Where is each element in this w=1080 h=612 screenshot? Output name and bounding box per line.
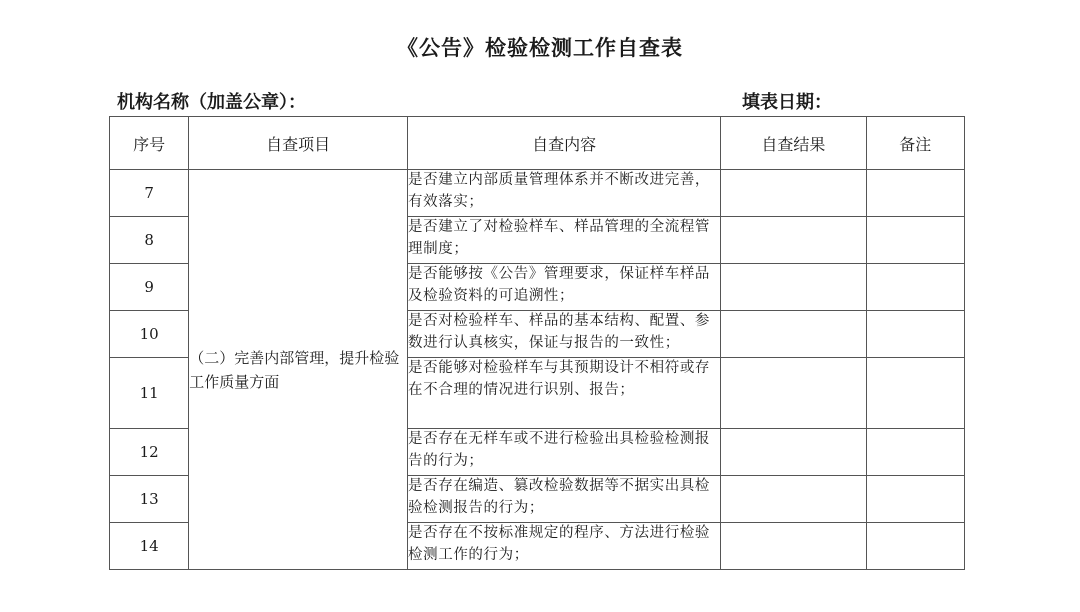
- row-number: 11: [110, 358, 189, 429]
- row-number: 14: [110, 523, 189, 570]
- result-cell[interactable]: [721, 217, 867, 264]
- header-item: 自查项目: [189, 117, 408, 170]
- fill-date-label: 填表日期：: [742, 92, 832, 113]
- result-cell[interactable]: [721, 264, 867, 311]
- remark-cell[interactable]: [866, 170, 964, 217]
- check-content: 是否对检验样车、样品的基本结构、配置、参数进行认真核实，保证与报告的一致性；: [408, 311, 721, 358]
- check-category: （二）完善内部管理，提升检验工作质量方面: [189, 170, 408, 570]
- result-cell[interactable]: [721, 429, 867, 476]
- remark-cell[interactable]: [866, 429, 964, 476]
- self-check-table: [109, 116, 965, 570]
- row-number: 8: [110, 217, 189, 264]
- check-content: 是否存在无样车或不进行检验出具检验检测报告的行为；: [408, 429, 721, 476]
- result-cell[interactable]: [721, 476, 867, 523]
- check-content: 是否建立了对检验样车、样品管理的全流程管理制度；: [408, 217, 721, 264]
- header-no: 序号: [110, 117, 189, 170]
- row-number: 12: [110, 429, 189, 476]
- header-result: 自查结果: [721, 117, 867, 170]
- check-content: 是否存在不按标准规定的程序、方法进行检验检测工作的行为；: [408, 523, 721, 570]
- remark-cell[interactable]: [866, 264, 964, 311]
- check-content: 是否建立内部质量管理体系并不断改进完善，有效落实；: [408, 170, 721, 217]
- remark-cell[interactable]: [866, 476, 964, 523]
- row-number: 7: [110, 170, 189, 217]
- row-number: 9: [110, 264, 189, 311]
- remark-cell[interactable]: [866, 358, 964, 429]
- page-title: 《公告》检验检测工作自查表: [397, 36, 683, 60]
- result-cell[interactable]: [721, 311, 867, 358]
- remark-cell[interactable]: [866, 311, 964, 358]
- result-cell[interactable]: [721, 358, 867, 429]
- remark-cell[interactable]: [866, 523, 964, 570]
- row-number: 10: [110, 311, 189, 358]
- org-name-label: 机构名称（加盖公章）：: [117, 92, 306, 113]
- result-cell[interactable]: [721, 170, 867, 217]
- header-remark: 备注: [866, 117, 964, 170]
- remark-cell[interactable]: [866, 217, 964, 264]
- table-row: [110, 170, 965, 217]
- result-cell[interactable]: [721, 523, 867, 570]
- check-content: 是否能够对检验样车与其预期设计不相符或存在不合理的情况进行识别、报告；: [408, 358, 721, 429]
- check-content: 是否能够按《公告》管理要求，保证样车样品及检验资料的可追溯性；: [408, 264, 721, 311]
- header-row: [110, 117, 965, 170]
- header-content: 自查内容: [408, 117, 721, 170]
- check-content: 是否存在编造、篡改检验数据等不据实出具检验检测报告的行为；: [408, 476, 721, 523]
- row-number: 13: [110, 476, 189, 523]
